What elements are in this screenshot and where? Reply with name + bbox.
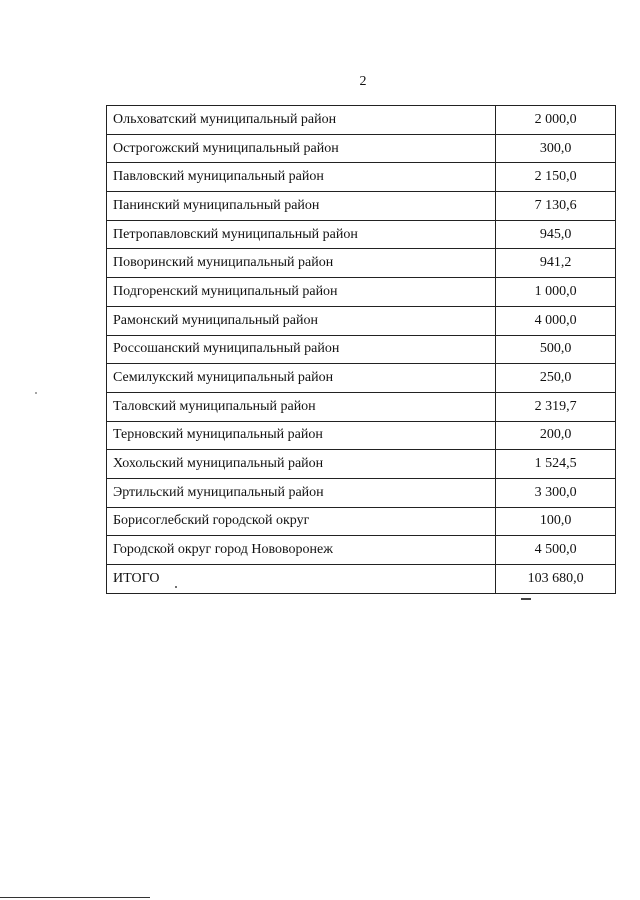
table-row — [107, 134, 616, 163]
district-amount: 2 000,0 — [496, 106, 616, 135]
district-amount: 500,0 — [496, 335, 616, 364]
district-name: Павловский муниципальный район — [107, 163, 496, 192]
scan-artifact — [35, 392, 37, 394]
district-name: Подгоренский муниципальный район — [107, 278, 496, 307]
table-row — [107, 249, 616, 278]
table-row — [107, 478, 616, 507]
district-name: Панинский муниципальный район — [107, 192, 496, 221]
district-amount: 3 300,0 — [496, 478, 616, 507]
total-label: ИТОГО — [107, 565, 496, 594]
scan-artifact — [175, 586, 177, 588]
district-amount: 1 524,5 — [496, 450, 616, 479]
district-amount: 7 130,6 — [496, 192, 616, 221]
district-name: Ольховатский муниципальный район — [107, 106, 496, 135]
district-amount: 2 150,0 — [496, 163, 616, 192]
table-row — [107, 220, 616, 249]
district-amount: 1 000,0 — [496, 278, 616, 307]
district-amount: 941,2 — [496, 249, 616, 278]
table-row — [107, 192, 616, 221]
table-row — [107, 306, 616, 335]
district-amount: 2 319,7 — [496, 392, 616, 421]
district-amount: 4 000,0 — [496, 306, 616, 335]
table-row — [107, 507, 616, 536]
table-row — [107, 106, 616, 135]
district-name: Россошанский муниципальный район — [107, 335, 496, 364]
table-row — [107, 392, 616, 421]
table-row — [107, 450, 616, 479]
total-amount: 103 680,0 — [496, 565, 616, 594]
table-row — [107, 278, 616, 307]
district-name: Эртильский муниципальный район — [107, 478, 496, 507]
district-name: Городской округ город Нововоронеж — [107, 536, 496, 565]
district-name: Борисоглебский городской округ — [107, 507, 496, 536]
scan-artifact — [521, 598, 531, 600]
table-row — [107, 163, 616, 192]
district-name: Поворинский муниципальный район — [107, 249, 496, 278]
allocation-table — [106, 105, 616, 594]
district-amount: 300,0 — [496, 134, 616, 163]
district-amount: 250,0 — [496, 364, 616, 393]
district-name: Хохольский муниципальный район — [107, 450, 496, 479]
table-row — [107, 536, 616, 565]
district-name: Рамонский муниципальный район — [107, 306, 496, 335]
district-amount: 100,0 — [496, 507, 616, 536]
allocation-table-body — [107, 106, 616, 594]
table-row — [107, 335, 616, 364]
district-amount: 945,0 — [496, 220, 616, 249]
footer-rule — [0, 897, 150, 898]
district-amount: 200,0 — [496, 421, 616, 450]
district-name: Семилукский муниципальный район — [107, 364, 496, 393]
total-row — [107, 565, 616, 594]
district-name: Петропавловский муниципальный район — [107, 220, 496, 249]
district-name: Таловский муниципальный район — [107, 392, 496, 421]
page-number: 2 — [359, 74, 367, 89]
district-amount: 4 500,0 — [496, 536, 616, 565]
table-row — [107, 364, 616, 393]
district-name: Острогожский муниципальный район — [107, 134, 496, 163]
district-name: Терновский муниципальный район — [107, 421, 496, 450]
table-row — [107, 421, 616, 450]
